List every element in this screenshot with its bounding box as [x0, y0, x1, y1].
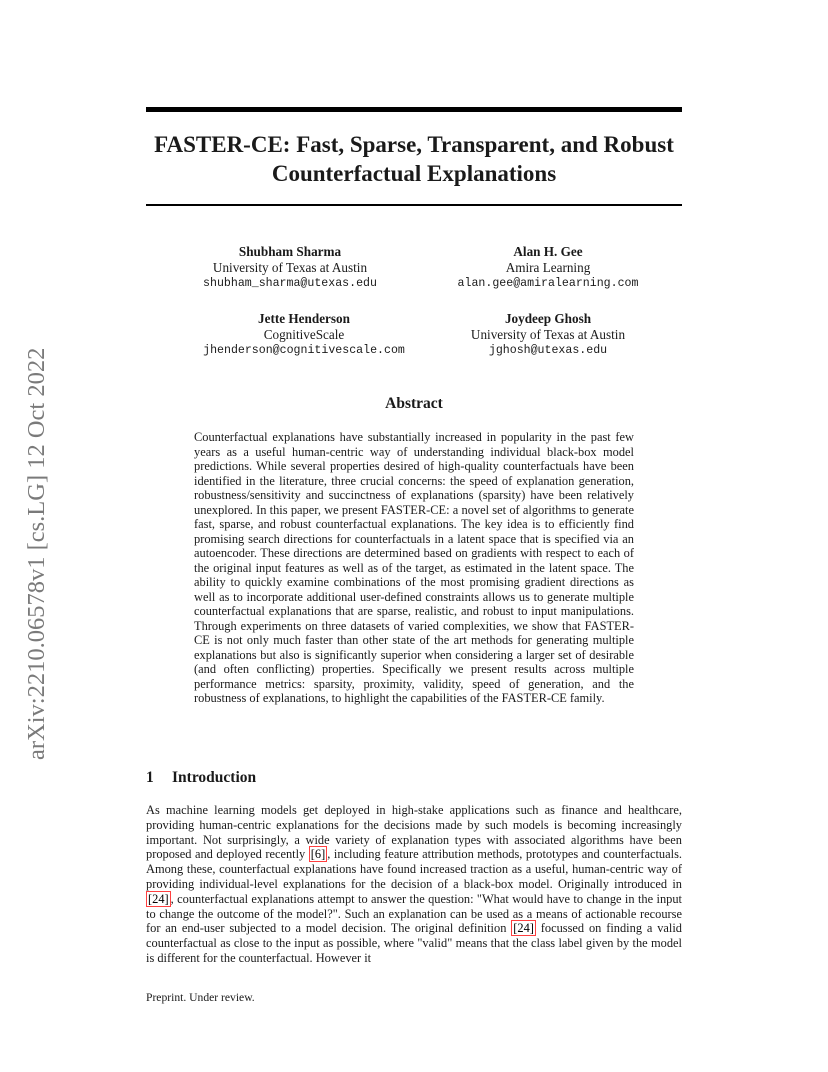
section-number: 1: [146, 769, 154, 786]
citation-link[interactable]: [24]: [148, 891, 169, 906]
author-email: jghosh@utexas.edu: [488, 344, 608, 357]
author-email: jhenderson@cognitivescale.com: [203, 344, 405, 357]
author-affiliation: CognitiveScale: [263, 327, 345, 342]
introduction-paragraph: [146, 803, 682, 966]
author-email: shubham_sharma@utexas.edu: [203, 277, 377, 290]
author-affiliation: Amira Learning: [505, 260, 591, 275]
author-name: Joydeep Ghosh: [504, 311, 592, 326]
preprint-footer: Preprint. Under review.: [146, 991, 255, 1004]
abstract-heading: Abstract: [385, 395, 443, 412]
intro-text: , including feature attribution methods, prototypes and counterfactuals. Among these, counterfactual explanations have found increased traction as a useful, human-centric way of providing individual-level explanations for the decision of a black-box model. Originally introduced in: [146, 847, 682, 891]
author-block: [160, 244, 420, 292]
title-line-1: FASTER-CE: Fast, Sparse, Transparent, and Robust: [154, 132, 674, 157]
title-top-rule: [146, 107, 682, 112]
author-name: Shubham Sharma: [238, 244, 342, 259]
citation-link[interactable]: [6]: [310, 847, 326, 862]
arxiv-sidebar-stamp: arXiv:2210.06578v1 [cs.LG] 12 Oct 2022: [23, 347, 50, 760]
citation-link[interactable]: [24]: [513, 921, 534, 936]
title-bottom-rule: [146, 204, 682, 206]
intro-text: , counterfactual explanations attempt to answer the question: "What would have to change in the input to change the outcome of the model?". Such an explanation can be used as a means of actionable recourse for an end-user subjected to a model decision. The original definition: [146, 891, 682, 936]
author-affiliation: University of Texas at Austin: [212, 260, 368, 275]
title-line-2: Counterfactual Explanations: [271, 161, 557, 186]
author-block: [418, 311, 678, 359]
section-heading-introduction: [146, 768, 256, 788]
author-block: [418, 244, 678, 292]
section-title: Introduction: [172, 769, 257, 786]
author-block: [174, 311, 434, 359]
author-affiliation: University of Texas at Austin: [470, 327, 626, 342]
intro-text: As machine learning models get deployed in high-stake applications such as finance and healthcare, providing human-centric explanations for the decisions made by such models is becoming increasingly important. Not surprisingly, a wide variety of explanation types with associated algorithms have been proposed and deployed recently: [146, 803, 682, 862]
abstract-body: Counterfactual explanations have substantially increased in popularity in the past few years as a useful human-centric way of understanding individual black-box model predictions. While several properties desired of high-quality counterfactuals have been identified in the literature, three crucial concerns: the speed of explanation generation, robustness/sensitivity and succinctness of explanations (sparsity) have been relatively unexplored. In this paper, we present FASTER-CE: a novel set of algorithms to generate fast, sparse, and robust counterfactual explanations. The key idea is to efficiently find promising search directions for counterfactuals in a latent space that is specified via an autoencoder. These directions are determined based on gradients with respect to each of the original input features as well as of the target, as estimated in the latent space. The ability to quickly examine combinations of the most promising gradient directions as well as to incorporate additional user-defined constraints allows us to generate multiple counterfactual explanations that are sparse, realistic, and robust to input manipulations. Through experiments on three datasets of varied complexities, we show that FASTER-CE is not only much faster than other state of the art methods for generating multiple explanations but also is significantly superior when considering a larger set of desirable (and often conflicting) properties. Specifically we present results across multiple performance metrics: sparsity, proximity, validity, speed of generation, and the robustness of explanations, to highlight the capabilities of the FASTER-CE family.: [194, 430, 634, 705]
author-name: Jette Henderson: [258, 311, 350, 326]
intro-text: focussed on finding a valid counterfactual as close to the input as possible, where "valid" means that the class label given by the model is different for the counterfactual. However it: [146, 921, 682, 965]
author-name: Alan H. Gee: [513, 244, 583, 259]
paper-title: [146, 130, 682, 188]
author-email: alan.gee@amiralearning.com: [457, 277, 639, 290]
